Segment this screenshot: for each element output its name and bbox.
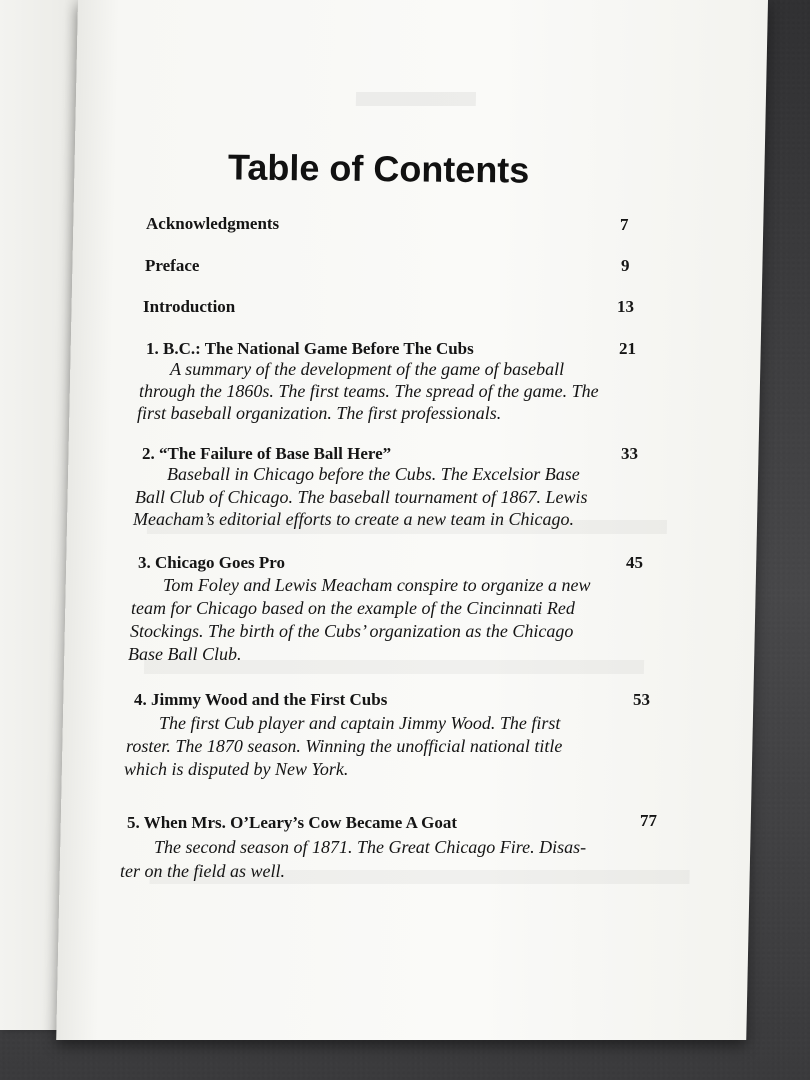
entry-page-number: 53 [633,690,650,709]
toc-entry-chapter-2[interactable] [142,444,391,464]
toc-entry-introduction[interactable] [143,297,235,317]
chapter-description-line: Stockings. The birth of the Cubs’ organization as the Chicago [130,621,574,641]
chapter-title: 4. Jimmy Wood and the First Cubs [134,690,388,709]
toc-entry-chapter-1[interactable] [146,339,474,359]
chapter-title: 5. When Mrs. O’Leary’s Cow Became A Goat [127,813,458,832]
entry-page-number: 77 [640,811,657,830]
chapter-description-line: through the 1860s. The first teams. The spread of the game. The [139,381,599,401]
chapter-description-line: The second season of 1871. The Great Chicago Fire. Disas- [154,837,587,857]
chapter-description-line: Ball Club of Chicago. The baseball tournament of 1867. Lewis [135,487,588,507]
entry-page-number: 45 [626,553,643,572]
chapter-description-line: roster. The 1870 season. Winning the unofficial national title [126,736,563,756]
entry-page-number: 13 [617,297,634,316]
chapter-description-line: which is disputed by New York. [124,759,349,779]
entry-page-number: 33 [621,444,638,463]
entry-page-number: 7 [620,215,629,234]
entry-label: Preface [145,256,200,275]
toc-entry-chapter-3[interactable] [138,553,285,573]
chapter-description-line: A summary of the development of the game of baseball [170,359,565,379]
entry-page-number: 21 [619,339,636,358]
toc-entry-preface[interactable] [145,256,199,276]
toc-entry-chapter-4[interactable] [134,690,387,710]
chapter-description-line: Meacham’s editorial efforts to create a new team in Chicago. [133,509,574,529]
chapter-title: 1. B.C.: The National Game Before The Cubs [146,339,474,358]
chapter-title: 2. “The Failure of Base Ball Here” [142,444,392,463]
chapter-description-line: ter on the field as well. [120,861,285,881]
chapter-description-line: team for Chicago based on the example of the Cincinnati Red [131,598,575,618]
chapter-title: 3. Chicago Goes Pro [138,553,286,572]
chapter-description-line: The first Cub player and captain Jimmy Wood. The first [159,713,561,733]
chapter-description-line: Base Ball Club. [128,644,242,664]
chapter-description-line: Tom Foley and Lewis Meacham conspire to organize a new [163,575,591,595]
chapter-description-line: Baseball in Chicago before the Cubs. The Excelsior Base [167,464,580,484]
entry-label: Introduction [143,297,236,316]
chapter-description-line: first baseball organization. The first professionals. [137,403,502,423]
entry-label: Acknowledgments [146,214,280,233]
toc-entry-chapter-5[interactable] [127,813,457,833]
entry-page-number: 9 [621,256,630,275]
toc-entry-acknowledgments[interactable] [146,214,279,234]
page-title: Table of Contents [227,146,530,191]
